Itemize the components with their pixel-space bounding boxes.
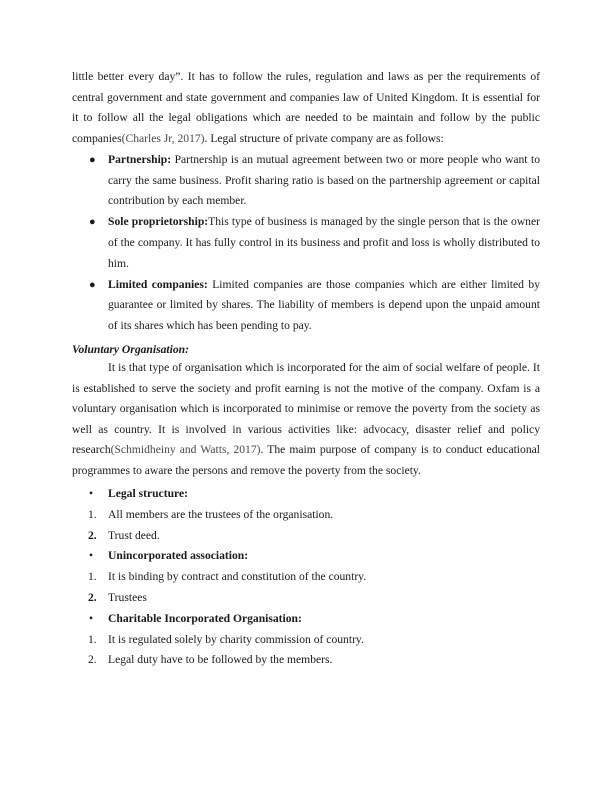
list-number: 1. [88,632,97,646]
list-item [72,609,540,630]
term-label: Partnership: [108,153,172,166]
list-label: Legal duty have to be followed by the members. [108,653,333,667]
private-structure-list [72,150,540,337]
list-label: Legal structure: [108,487,188,500]
list-label: Unincorporated association: [108,549,249,563]
voluntary-text-end: . The maim purpose of company is to conduct educational programmes to aware the persons and remove the poverty from the society. [72,443,540,477]
voluntary-heading: Voluntary Organisation: [72,343,189,356]
list-label: Trust deed. [108,528,160,542]
list-label: All members are the trustees of the organisation. [108,507,334,521]
list-item [72,630,540,651]
list-item [72,526,540,547]
list-label: Charitable Incorporated Organisation: [108,611,302,625]
list-label: It is binding by contract and constitution of the country. [108,570,367,584]
organisation-structure-list [72,484,540,671]
bullet-icon: • [89,611,94,625]
list-item-limited-companies [72,275,540,337]
list-item [72,484,540,505]
intro-text-end: . Legal structure of private company are as follows: [204,131,444,145]
term-label: Limited companies: [108,277,208,291]
bullet-icon: ● [89,216,96,229]
list-item [72,588,540,609]
voluntary-text: It is that type of organisation which is incorporated for the aim of social welfare of people. It is established to serve the society and profit earning is not the motive of the company. Oxfam is a voluntary organisation which is incorporated to minimise or remove the poverty from the society as well as country. It is involved in various activities like: advocacy, disaster relief and policy research [72,361,540,457]
intro-citation: (Charles Jr, 2017) [121,131,205,145]
list-item [72,650,540,671]
bullet-icon: • [89,549,94,563]
term-label: Sole proprietorship: [108,215,209,229]
list-item [72,505,540,526]
list-item [72,567,540,588]
list-number: 2. [88,653,97,667]
bullet-icon: • [89,487,94,500]
list-number: 2. [88,528,97,542]
list-item-partnership [72,150,540,212]
list-item [72,546,540,567]
list-number: 2. [88,590,97,604]
list-number: 1. [88,570,97,584]
list-label: Trustees [108,590,147,604]
voluntary-citation: (Schmidheiny and Watts, 2017) [110,443,261,457]
bullet-icon: ● [89,278,96,291]
term-text: Limited companies are those companies which are either limited by guarantee or limited by shares. The liability of members is depend upon the unpaid amount of its shares which has been pending to pay. [108,277,540,332]
intro-paragraph [72,67,540,149]
voluntary-paragraph [72,358,540,482]
list-item-sole-proprietorship [72,212,540,274]
intro-text: little better every day”. It has to follow the rules, regulation and laws as per the requirements of central government and state government and companies law of United Kingdom. It is essential for it to follow all the legal obligations which are needed to be maintain and follow by the public companies [72,70,540,145]
bullet-icon: ● [89,154,96,166]
term-text: This type of business is managed by the single person that is the owner of the company. It has fully control in its business and profit and loss is wholly distributed to him. [108,215,540,270]
term-text: Partnership is an mutual agreement between two or more people who want to carry the same business. Profit sharing ratio is based on the partnership agreement or capital contribution by each member. [108,153,540,208]
list-label: It is regulated solely by charity commission of country. [108,632,364,646]
list-number: 1. [88,507,97,521]
